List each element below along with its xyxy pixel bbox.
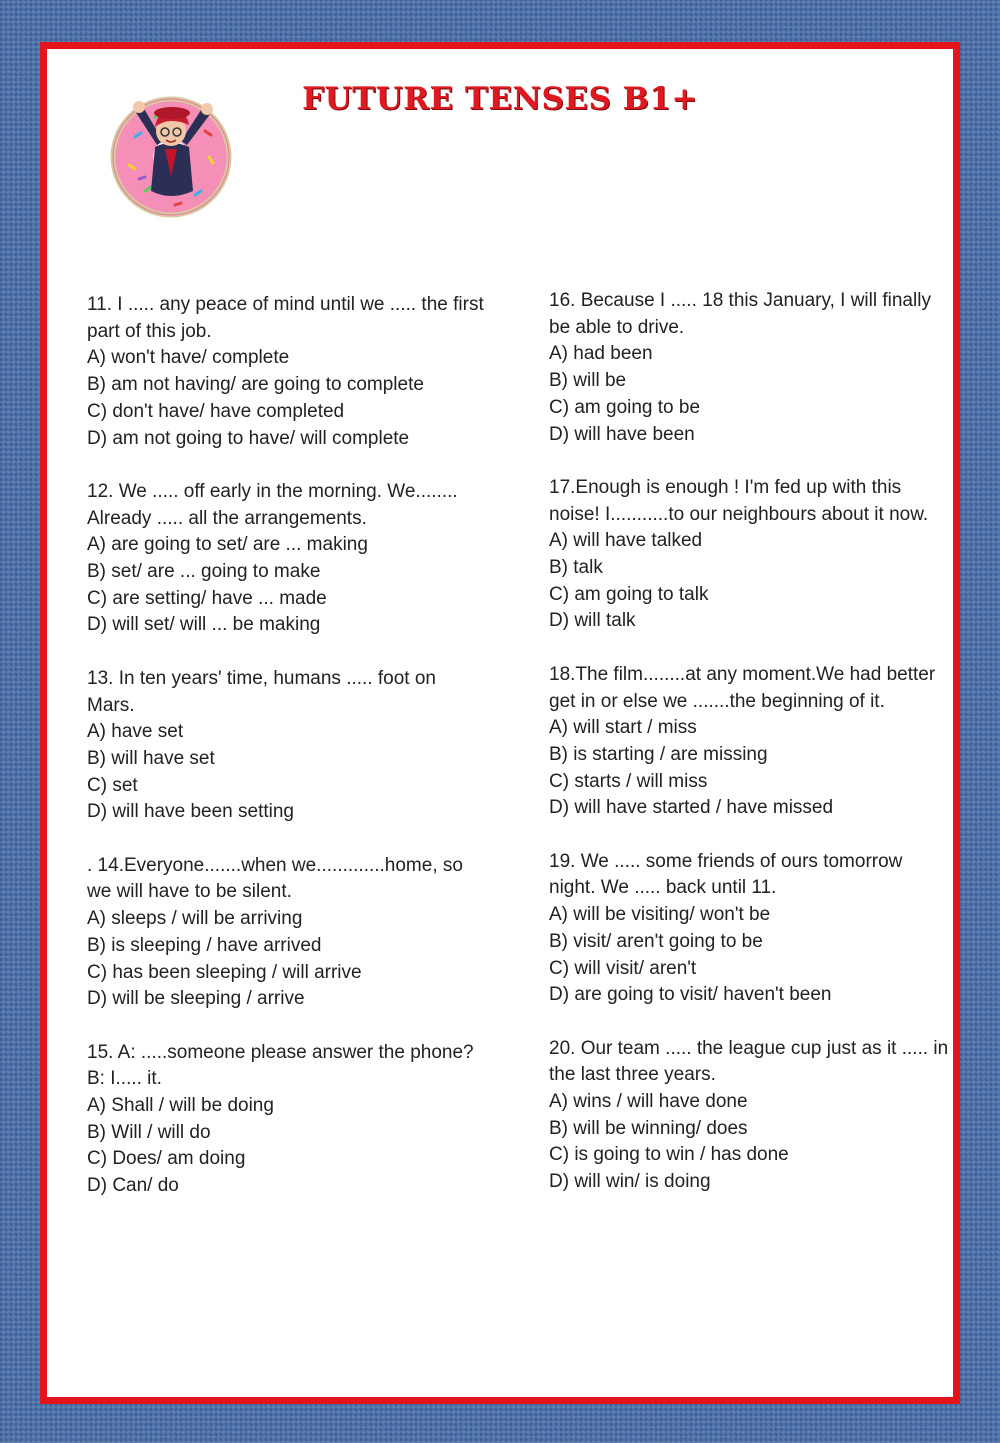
- question-stem: 20. Our team ..... the league cup just as it ..... in the last three years.: [549, 1037, 949, 1086]
- question-12: [87, 479, 487, 639]
- option-d: D) will talk: [549, 610, 636, 632]
- option-a: A) sleeps / will be arriving: [87, 908, 303, 930]
- option-d: D) Can/ do: [87, 1175, 179, 1197]
- question-17: [549, 475, 949, 635]
- option-b: B) will have set: [87, 747, 215, 769]
- option-a: A) wins / will have done: [549, 1091, 748, 1113]
- option-c: C) don't have/ have completed: [87, 400, 345, 422]
- option-d: D) will set/ will ... be making: [87, 614, 321, 636]
- question-stem: 13. In ten years' time, humans ..... foot on Mars.: [87, 667, 436, 716]
- option-c: C) are setting/ have ... made: [87, 587, 327, 609]
- question-18: [549, 662, 949, 822]
- option-a: A) won't have/ complete: [87, 347, 290, 369]
- option-a: A) have set: [87, 721, 184, 743]
- option-c: C) am going to talk: [549, 583, 709, 605]
- question-11: [87, 292, 487, 452]
- option-a: A) Shall / will be doing: [87, 1095, 274, 1117]
- question-stem: 16. Because I ..... 18 this January, I will finally be able to drive.: [549, 290, 931, 338]
- question-14: [87, 853, 487, 1013]
- question-stem: 15. A: .....someone please answer the phone? B: I..... it.: [87, 1041, 474, 1090]
- option-b: B) will be winning/ does: [549, 1117, 748, 1139]
- option-d: D) will be sleeping / arrive: [87, 988, 305, 1010]
- option-b: B) am not having/ are going to complete: [87, 374, 424, 396]
- question-stem: 12. We ..... off early in the morning. We........ Already ..... all the arrangements.: [87, 480, 458, 529]
- option-d: D) will have been setting: [87, 801, 294, 823]
- donut-avatar-icon: [105, 87, 237, 219]
- question-stem: 17.Enough is enough ! I'm fed up with this noise! I...........to our neighbours about it now.: [549, 476, 929, 525]
- question-stem: 18.The film........at any moment.We had better get in or else we .......the beginning of it.: [549, 663, 936, 712]
- question-19: [549, 849, 949, 1009]
- option-d: D) are going to visit/ haven't been: [549, 984, 832, 1006]
- option-c: C) Does/ am doing: [87, 1148, 246, 1170]
- option-c: C) will visit/ aren't: [549, 957, 697, 979]
- questions-left-column: [87, 292, 487, 1227]
- question-stem: . 14.Everyone.......when we.............home, so we will have to be silent.: [87, 854, 463, 903]
- option-b: B) set/ are ... going to make: [87, 561, 321, 583]
- option-a: A) are going to set/ are ... making: [87, 534, 368, 556]
- question-stem: 19. We ..... some friends of ours tomorrow night. We ..... back until 11.: [549, 850, 903, 899]
- worksheet-page: [40, 42, 960, 1404]
- option-a: A) had been: [549, 343, 653, 365]
- option-d: D) will have started / have missed: [549, 797, 834, 819]
- page-title: FUTURE TENSES B1+: [302, 81, 698, 117]
- option-c: C) set: [87, 774, 138, 796]
- question-13: [87, 666, 487, 826]
- questions-right-column: [549, 288, 949, 1223]
- option-b: B) Will / will do: [87, 1121, 211, 1143]
- option-d: D) am not going to have/ will complete: [87, 427, 410, 449]
- option-a: A) will have talked: [549, 530, 703, 552]
- question-16: [549, 288, 949, 448]
- option-d: D) will win/ is doing: [549, 1171, 711, 1193]
- option-b: B) visit/ aren't going to be: [549, 930, 763, 952]
- option-a: A) will start / miss: [549, 717, 697, 739]
- option-d: D) will have been: [549, 423, 695, 445]
- question-20: [549, 1036, 949, 1196]
- option-c: C) am going to be: [549, 396, 701, 418]
- option-c: C) has been sleeping / will arrive: [87, 961, 362, 983]
- option-a: A) will be visiting/ won't be: [549, 904, 771, 926]
- option-b: B) talk: [549, 557, 603, 579]
- question-stem: 11. I ..... any peace of mind until we ..... the first part of this job.: [87, 294, 484, 342]
- option-b: B) will be: [549, 370, 627, 392]
- option-b: B) is sleeping / have arrived: [87, 934, 322, 956]
- option-c: C) starts / will miss: [549, 770, 708, 792]
- option-b: B) is starting / are missing: [549, 743, 768, 765]
- option-c: C) is going to win / has done: [549, 1144, 789, 1166]
- question-15: [87, 1040, 487, 1200]
